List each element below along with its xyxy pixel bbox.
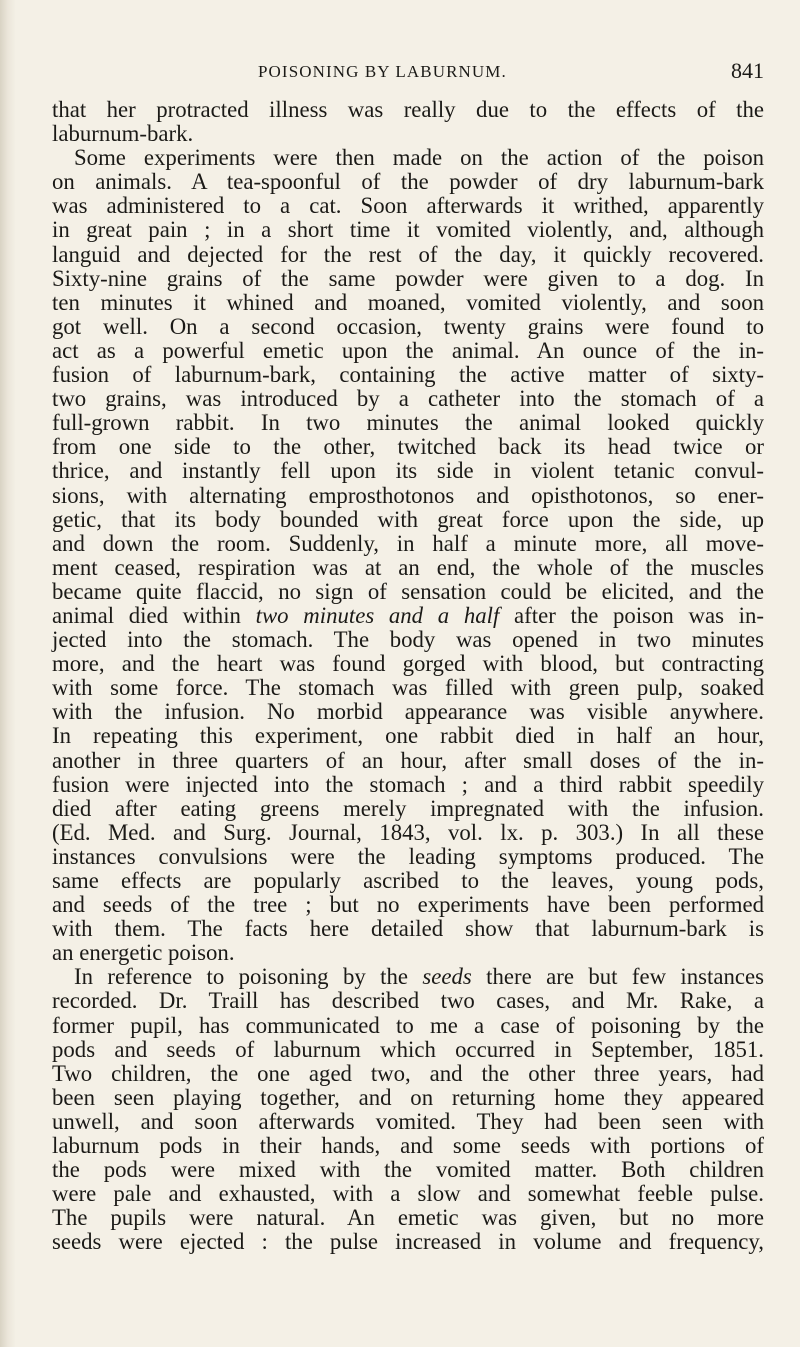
text-line [52,339,764,363]
text-line-segment: and seeds of the tree ; but no experiments have been performed [52,892,764,918]
text-line-segment: Sixty-nine grains of the same powder were given to a dog. In [52,265,764,291]
text-line [52,435,764,459]
text-line [52,1110,764,1134]
text-line [52,700,764,724]
text-line-segment: act as a powerful emetic upon the animal. An ounce of the in- [52,337,764,363]
text-line [52,724,764,748]
text-line-segment: getic, that its body bounded with great force upon the side, up [52,506,764,532]
text-line-segment: ten minutes it whined and moaned, vomited violently, and soon [52,289,764,315]
text-line-segment: on animals. A tea-spoonful of the powder of dry laburnum-bark [52,169,764,195]
text-line [52,532,764,556]
text-line [52,243,764,267]
text-line-segment: pods and seeds of laburnum which occurred in September, 1851. [52,1036,764,1062]
text-line-segment: sions, with alternating emprosthotonos and opisthotonos, so ener- [52,482,764,508]
text-line-segment: ment ceased, respiration was at an end, the whole of the muscles [52,554,764,580]
text-line-segment: same effects are popularly ascribed to the leaves, young pods, [52,868,764,893]
text-line [52,773,764,797]
text-line-segment: instances convulsions were the leading symptoms produced. The [52,843,764,869]
text-line-segment: with the infusion. No morbid appearance was visible anywhere. [52,699,764,725]
text-line-segment: recorded. Dr. Traill has described two cases, and Mr. Rake, a [52,988,764,1014]
text-line [52,628,764,652]
text-line [52,1134,764,1158]
text-line-segment: after the poison was in- [499,602,764,628]
text-line [52,965,764,989]
text-line [52,363,764,387]
text-line-segment: the pods were mixed with the vomited matter. Both children [52,1157,764,1183]
text-line [52,387,764,411]
text-line [52,508,764,532]
text-line-segment: became quite flaccid, no sign of sensation could be elicited, and the [52,578,764,604]
text-line [52,484,764,508]
text-line-segment: from one side to the other, twitched back its head twice or [52,434,764,460]
text-line-segment: were pale and exhausted, with a slow and somewhat feeble pulse. [52,1181,764,1207]
text-line-segment: with some force. The stomach was filled with green pulp, soaked [52,675,764,701]
text-line [52,146,764,170]
page-number: 841 [731,58,764,83]
text-line [52,267,764,291]
text-line-segment: Some experiments were then made on the action of the poison [74,145,764,171]
text-line [52,218,764,242]
text-line-segment: seeds were ejected : the pulse increased in volume and frequency, [52,1229,764,1255]
text-line-segment: another in three quarters of an hour, after small doses of the in- [52,747,764,773]
italic-phrase: seeds [422,964,472,990]
text-line [52,1014,764,1038]
text-line [52,315,764,339]
body-text [52,98,764,1255]
text-line-segment: Two children, the one aged two, and the other three years, had [52,1060,764,1086]
text-line-segment: thrice, and instantly fell upon its side in violent tetanic convul- [52,458,764,484]
text-line [52,1086,764,1110]
text-line-segment: been seen playing together, and on returning home they appeared [52,1084,764,1110]
text-line [52,893,764,917]
text-line-segment: In reference to poisoning by the [74,964,423,990]
text-line [52,1038,764,1062]
text-line [52,580,764,604]
text-line [52,941,764,965]
text-line-segment: former pupil, has communicated to me a case of poisoning by the [52,1012,764,1038]
page-gutter-shadow [0,0,16,1347]
text-line-segment: jected into the stomach. The body was opened in two minutes [52,627,764,653]
text-line-segment: there are but few instances [471,964,764,990]
text-line-segment: languid and dejected for the rest of the day, it quickly recovered. [52,241,764,267]
text-line-segment: unwell, and soon afterwards vomited. They had been seen with [52,1108,764,1134]
text-line-segment: an energetic poison. [52,940,235,966]
text-line-segment: with them. The facts here detailed show that laburnum-bark is [52,916,764,942]
text-line [52,122,764,146]
text-line [52,1230,764,1254]
text-line [52,556,764,580]
text-line [52,291,764,315]
running-head: POISONING BY LABURNUM. [258,62,507,81]
text-line [52,869,764,893]
text-line [52,1062,764,1086]
text-line-segment: The pupils were natural. An emetic was given, but no more [52,1205,764,1231]
text-line-segment: and down the room. Suddenly, in half a minute more, all move- [52,530,764,556]
text-line-segment: (Ed. Med. and Surg. Journal, 1843, vol. lx. p. 303.) In all these [52,819,764,845]
text-line-segment: full-grown rabbit. In two minutes the animal looked quickly [52,410,764,436]
text-line-segment: was administered to a cat. Soon afterwards it writhed, apparently [52,193,764,219]
text-line [52,821,764,845]
text-line [52,845,764,869]
text-line-segment: more, and the heart was found gorged with blood, but contracting [52,651,764,677]
text-line [52,604,764,628]
italic-phrase: two minutes and a half [255,602,500,628]
text-line [52,652,764,676]
text-line [52,170,764,194]
text-line [52,989,764,1013]
text-line-segment: In repeating this experiment, one rabbit died in half an hour, [52,723,764,749]
text-line-segment: fusion of laburnum-bark, containing the active matter of sixty- [52,362,764,388]
page-header [52,56,764,92]
text-line [52,1158,764,1182]
text-line-segment: two grains, was introduced by a catheter into the stomach of a [52,386,764,412]
text-line [52,411,764,435]
text-line-segment: laburnum-bark. [52,121,194,147]
text-line-segment: animal died within [52,602,256,628]
text-line [52,98,764,122]
text-line [52,917,764,941]
text-line-segment: fusion were injected into the stomach ; and a third rabbit speedily [52,771,764,797]
text-line-segment: laburnum pods in their hands, and some seeds with portions of [52,1133,764,1159]
text-line [52,459,764,483]
text-line [52,797,764,821]
text-line [52,676,764,700]
book-page [52,0,764,1347]
text-line-segment: got well. On a second occasion, twenty grains were found to [52,313,764,339]
text-line-segment: died after eating greens merely impregnated with the infusion. [52,795,764,821]
text-line [52,749,764,773]
text-line-segment: in great pain ; in a short time it vomited violently, and, although [52,217,764,243]
text-line [52,1206,764,1230]
text-line [52,194,764,218]
text-line-segment: that her protracted illness was really due to the effects of the [52,97,764,122]
text-line [52,1182,764,1206]
